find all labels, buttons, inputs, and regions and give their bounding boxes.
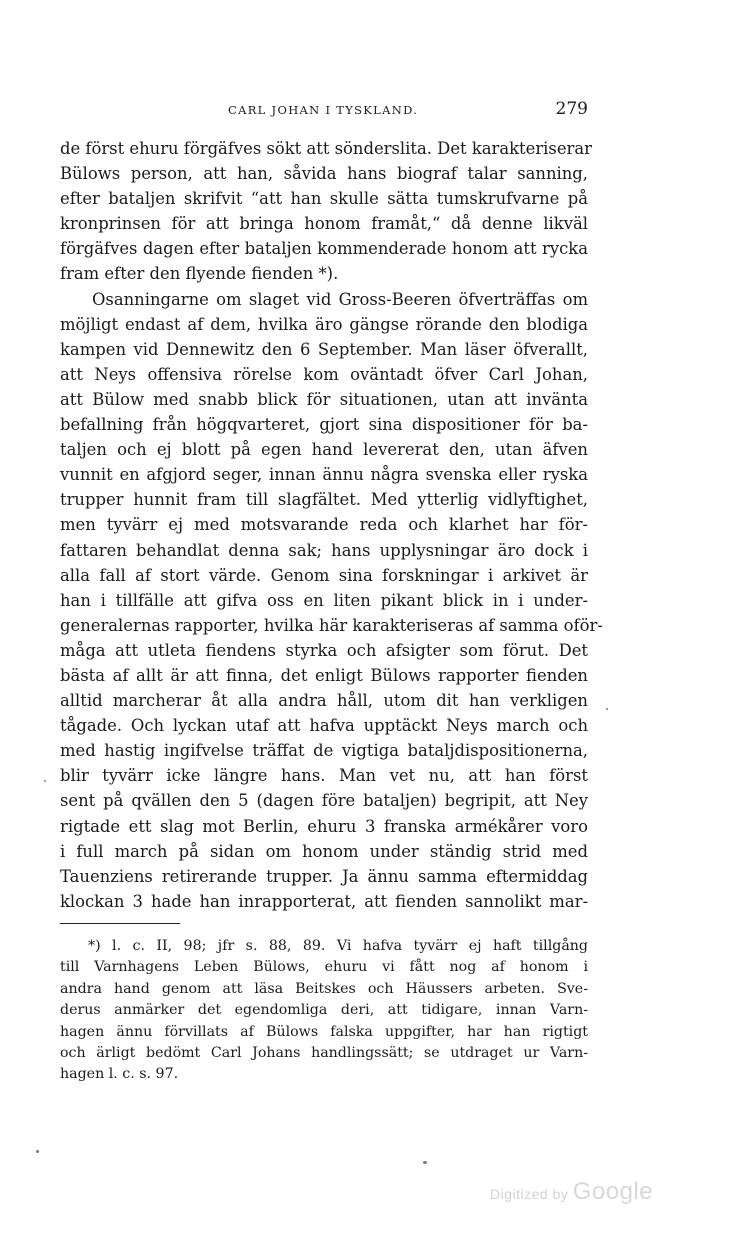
page-number: 279 bbox=[555, 99, 588, 119]
text-line: alla fall af stort värde. Genom sina forskningar i arkivet är bbox=[60, 565, 588, 585]
text-line: att Neys offensiva rörelse kom oväntadt öfver Carl Johan, bbox=[60, 364, 588, 384]
text-line: han i tillfälle att gifva oss en liten pikant blick in i under- bbox=[60, 590, 588, 610]
text-line: Tauenziens retirerande trupper. Ja ännu samma eftermiddag bbox=[60, 866, 588, 886]
text-line: rigtade ett slag mot Berlin, ehuru 3 franska armékårer voro bbox=[60, 816, 588, 836]
text-line: Osanningarne om slaget vid Gross-Beeren öfverträffas om bbox=[92, 289, 588, 309]
text-line: med hastig ingifvelse träffat de vigtiga bataljdispositionerna, bbox=[60, 741, 588, 761]
ink-speck bbox=[423, 1161, 427, 1164]
text-line: trupper hunnit fram till slagfältet. Med ytterlig vidlyftighet, bbox=[60, 490, 588, 510]
footnote-line: andra hand genom att läsa Beitskes och Häussers arbeten. Sve- bbox=[60, 980, 588, 997]
text-line: efter bataljen skrifvit “att han skulle sätta tumskrufvarne på bbox=[60, 189, 588, 209]
text-line: de först ehuru förgäfves sökt att sönderslita. Det karakteriserar bbox=[60, 139, 592, 158]
text-line: fram efter den flyende fienden *). bbox=[60, 264, 339, 284]
text-line: i full march på sidan om honom under ständig strid med bbox=[60, 841, 588, 861]
running-head bbox=[60, 99, 588, 125]
text-line: kampen vid Dennewitz den 6 September. Man läser öfverallt, bbox=[60, 339, 588, 359]
text-line: kronprinsen för att bringa honom framåt,“ då denne likväl bbox=[60, 214, 588, 234]
body-text bbox=[60, 136, 603, 914]
text-line: bästa af allt är att finna, det enligt Bülows rapporter fienden bbox=[60, 665, 588, 685]
footnote-rule bbox=[60, 923, 180, 924]
text-line: generalernas rapporter, hvilka här karakteriseras af samma oför- bbox=[60, 615, 603, 635]
footnote-line: *) l. c. II, 98; jfr s. 88, 89. Vi hafva tyvärr ej haft tillgång bbox=[88, 938, 588, 954]
text-line: att Bülow med snabb blick för situationen, utan att invänta bbox=[60, 389, 588, 409]
text-line: alltid marcherar åt alla andra håll, utom dit han verkligen bbox=[60, 691, 588, 711]
text-line: men tyvärr ej med motsvarande reda och klarhet har för- bbox=[60, 515, 588, 535]
text-line: taljen och ej blott på egen hand levererat den, utan äfven bbox=[60, 440, 588, 460]
footnote-line: derus anmärker det egendomliga deri, att tidigare, innan Varn- bbox=[60, 1002, 588, 1019]
ink-speck bbox=[36, 1150, 39, 1153]
ink-speck bbox=[44, 780, 46, 782]
text-line: måga att utleta fiendens styrka och afsigter som förut. Det bbox=[60, 640, 588, 660]
text-line: blir tyvärr icke längre hans. Man vet nu, att han först bbox=[60, 766, 588, 786]
footnote-line: hagen l. c. s. 97. bbox=[60, 1066, 179, 1083]
footnote-line: hagen ännu förvillats af Bülows falska uppgifter, har han rigtigt bbox=[60, 1023, 588, 1040]
text-line: klockan 3 hade han inrapporterat, att fienden sannolikt mar- bbox=[60, 891, 588, 911]
text-line: tågade. Och lyckan utaf att hafva upptäckt Neys march och bbox=[60, 716, 588, 736]
watermark-brand: Google bbox=[572, 1178, 654, 1205]
digitized-watermark bbox=[490, 1178, 653, 1206]
text-line: Bülows person, att han, såvida hans biograf talar sanning, bbox=[60, 164, 588, 184]
footnote bbox=[60, 936, 588, 1086]
text-line: möjligt endast af dem, hvilka äro gängse rörande den blodiga bbox=[60, 314, 588, 334]
text-line: sent på qvällen den 5 (dagen före bataljen) begripit, att Ney bbox=[60, 791, 588, 811]
text-line: vunnit en afgjord seger, innan ännu några svenska eller ryska bbox=[60, 465, 588, 485]
footnote-line: till Varnhagens Leben Bülows, ehuru vi fått nog af honom i bbox=[60, 959, 588, 976]
footnote-line: och ärligt bedömt Carl Johans handlingssätt; se utdraget ur Varn- bbox=[60, 1044, 588, 1061]
text-line: förgäfves dagen efter bataljen kommenderade honom att rycka bbox=[60, 239, 588, 259]
text-line: befallning från högqvarteret, gjort sina dispositioner för ba- bbox=[60, 415, 588, 435]
watermark-prefix: Digitized by bbox=[490, 1186, 569, 1202]
running-title: CARL JOHAN I TYSKLAND. bbox=[228, 103, 419, 117]
text-line: fattaren behandlat denna sak; hans upplysningar äro dock i bbox=[60, 540, 588, 560]
ink-speck bbox=[606, 708, 608, 710]
